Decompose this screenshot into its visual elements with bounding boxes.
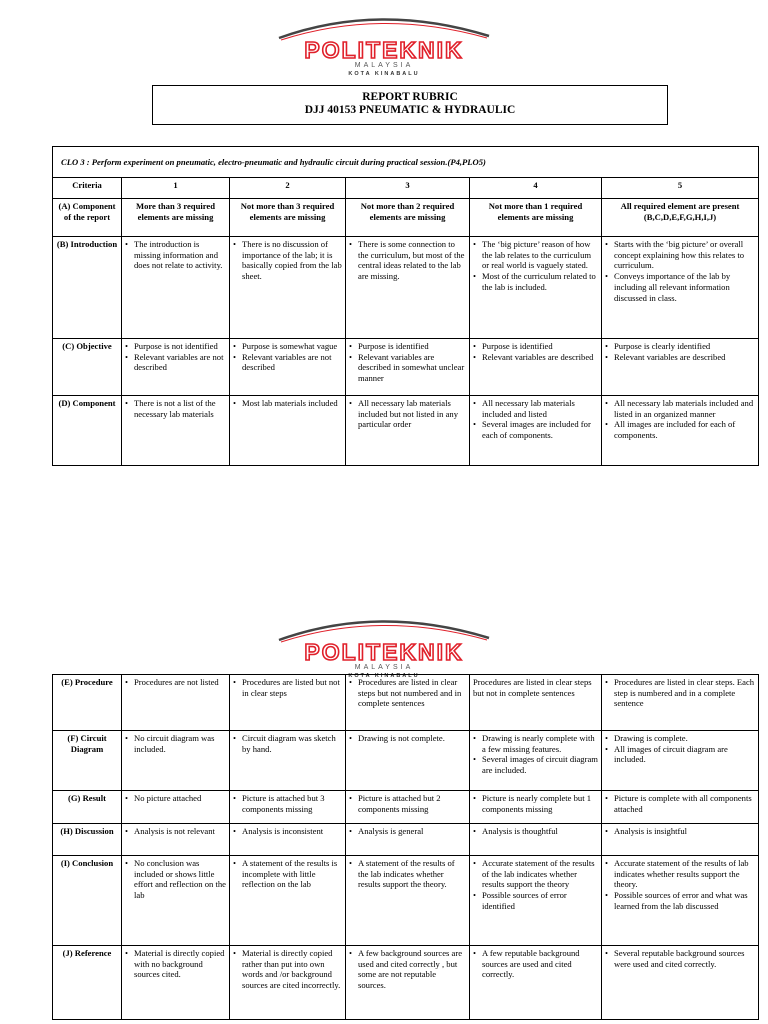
descriptor-list <box>233 858 342 890</box>
criteria-cell: (H) Discussion <box>53 824 122 856</box>
table-row <box>53 396 759 466</box>
descriptor-item: • No circuit diagram was included. <box>125 733 226 754</box>
descriptor-item: • Picture is complete with all components attached <box>605 793 755 814</box>
score-5-cell <box>602 791 759 824</box>
table-row <box>53 824 759 856</box>
descriptor-list <box>233 341 342 373</box>
report-title-box <box>152 85 668 125</box>
descriptor-item: • Accurate statement of the results of the lab indicates whether results support the theory <box>473 858 598 890</box>
descriptor-list <box>349 826 466 837</box>
descriptor-list <box>473 826 598 837</box>
logo-place: KOTA KINABALU <box>348 673 420 679</box>
descriptor-list <box>605 677 755 709</box>
descriptor-list <box>349 398 466 430</box>
score-2-cell <box>230 946 346 1020</box>
score-5-cell <box>602 856 759 946</box>
descriptor-item: • All necessary lab materials included but not listed in any particular order <box>349 398 466 430</box>
descriptor-item: • A statement of the results is incomplete with little reflection on the lab <box>233 858 342 890</box>
score-4-cell <box>470 856 602 946</box>
header-row <box>53 178 759 199</box>
descriptor-item: • All necessary lab materials included and listed <box>473 398 598 419</box>
score-2-cell <box>230 339 346 396</box>
descriptor-list <box>125 733 226 754</box>
col-header-4: 4 <box>470 178 602 199</box>
descriptor-item: • Circuit diagram was sketch by hand. <box>233 733 342 754</box>
descriptor-item: • Material is directly copied rather than put into own words and /or background sources are cited incorrectly. <box>233 948 342 991</box>
score-1-cell <box>122 339 230 396</box>
descriptor-list <box>233 239 342 282</box>
descriptor-list <box>605 398 755 441</box>
col-header-1: 1 <box>122 178 230 199</box>
descriptor-list <box>473 858 598 912</box>
descriptor-item: • Picture is nearly complete but 1 components missing <box>473 793 598 814</box>
descriptor-item: • Starts with the ‘big picture’ or overall concept explaining how this relates to curriculum. <box>605 239 755 271</box>
descriptor-list <box>233 398 342 409</box>
table-row <box>53 675 759 731</box>
score-1-cell <box>122 199 230 237</box>
descriptor-list <box>605 858 755 912</box>
descriptor-item: • A statement of the results of the lab indicates whether results support the theory. <box>349 858 466 890</box>
descriptor-item: • Purpose is identified <box>473 341 598 352</box>
descriptor-item: • There is no discussion of importance of the lab; it is basically copied from the lab sheet. <box>233 239 342 282</box>
score-4-cell <box>470 824 602 856</box>
descriptor-list <box>125 858 226 901</box>
score-5-cell <box>602 237 759 339</box>
descriptor-item: • Relevant variables are not described <box>233 352 342 373</box>
descriptor-list <box>605 948 755 969</box>
col-header-2: 2 <box>230 178 346 199</box>
descriptor-item: • A few reputable background sources are used and cited correctly. <box>473 948 598 980</box>
score-1-cell <box>122 396 230 466</box>
logo-subtext: MALAYSIA <box>354 664 414 671</box>
descriptor-list <box>473 948 598 980</box>
descriptor-item: • Picture is attached but 2 components missing <box>349 793 466 814</box>
score-4-cell <box>470 946 602 1020</box>
score-1-cell <box>122 675 230 731</box>
descriptor-item: • Procedures are listed but not in clear steps <box>233 677 342 698</box>
logo-place: KOTA KINABALU <box>348 71 420 77</box>
descriptor-list <box>233 733 342 754</box>
criteria-cell: (F) Circuit Diagram <box>53 731 122 791</box>
descriptor-list <box>349 677 466 709</box>
logo-text: POLITEKNIK <box>304 37 464 63</box>
descriptor-list <box>473 239 598 293</box>
descriptor-list <box>605 341 755 362</box>
score-5-cell <box>602 675 759 731</box>
descriptor-item: • Most of the curriculum related to the lab is included. <box>473 271 598 292</box>
logo-text: POLITEKNIK <box>304 639 464 665</box>
descriptor-list <box>233 677 342 698</box>
score-5-cell <box>602 396 759 466</box>
descriptor-item: • Several images are included for each of components. <box>473 419 598 440</box>
descriptor-list <box>473 341 598 362</box>
score-3-cell <box>346 396 470 466</box>
descriptor-item: • Analysis is inconsistent <box>233 826 342 837</box>
score-3-cell <box>346 731 470 791</box>
score-3-cell <box>346 237 470 339</box>
descriptor-item: • Conveys importance of the lab by including all relevant information discussed in class. <box>605 271 755 303</box>
rubric-table-page1 <box>52 146 759 466</box>
descriptor-item: • Analysis is insightful <box>605 826 755 837</box>
score-1-cell <box>122 731 230 791</box>
score-3-cell <box>346 946 470 1020</box>
descriptor-item: • All images are included for each of components. <box>605 419 755 440</box>
criteria-cell: (E) Procedure <box>53 675 122 731</box>
score-2-cell <box>230 791 346 824</box>
score-4-cell <box>470 199 602 237</box>
score-3-cell <box>346 199 470 237</box>
criteria-cell: (I) Conclusion <box>53 856 122 946</box>
descriptor-item: • Purpose is identified <box>349 341 466 352</box>
descriptor-item: • Drawing is not complete. <box>349 733 466 744</box>
logo-subtext: MALAYSIA <box>354 62 414 69</box>
descriptor-item: • Accurate statement of the results of lab indicates whether results support the theory. <box>605 858 755 890</box>
descriptor-list <box>125 341 226 373</box>
descriptor-list <box>125 826 226 837</box>
descriptor-list <box>349 239 466 282</box>
descriptor-item: • Analysis is thoughtful <box>473 826 598 837</box>
descriptor-item: • Relevant variables are not described <box>125 352 226 373</box>
descriptor-list <box>125 793 226 804</box>
score-3-cell <box>346 339 470 396</box>
score-4-cell <box>470 675 602 731</box>
politeknik-logo <box>0 10 768 80</box>
politeknik-logo-2 <box>0 612 768 682</box>
descriptor-item: • Procedures are not listed <box>125 677 226 688</box>
score-5-cell <box>602 199 759 237</box>
score-4-cell <box>470 339 602 396</box>
rubric-table-page2 <box>52 674 759 1020</box>
table-row <box>53 856 759 946</box>
score-3-cell <box>346 856 470 946</box>
descriptor-item: • Procedures are listed in clear steps but not numbered and in complete sentences <box>349 677 466 709</box>
descriptor-list <box>605 733 755 765</box>
descriptor-item: • Procedures are listed in clear steps. Each step is numbered and in a complete sentence <box>605 677 755 709</box>
descriptor-item: • Analysis is general <box>349 826 466 837</box>
descriptor-list <box>349 948 466 991</box>
col-header-3: 3 <box>346 178 470 199</box>
descriptor-item: • Possible sources of error and what was learned from the lab discussed <box>605 890 755 911</box>
descriptor-list <box>605 826 755 837</box>
score-4-cell <box>470 396 602 466</box>
descriptor-text: Not more than 2 required elements are missing <box>360 201 455 222</box>
score-1-cell <box>122 791 230 824</box>
descriptor-item: • Purpose is not identified <box>125 341 226 352</box>
criteria-cell: (J) Reference <box>53 946 122 1020</box>
criteria-cell: (G) Result <box>53 791 122 824</box>
descriptor-list <box>473 793 598 814</box>
table-row <box>53 791 759 824</box>
descriptor-item: • Most lab materials included <box>233 398 342 409</box>
score-2-cell <box>230 675 346 731</box>
descriptor-list <box>125 239 226 271</box>
descriptor-item: • Drawing is nearly complete with a few missing features. <box>473 733 598 754</box>
descriptor-list <box>349 341 466 384</box>
col-header-criteria: Criteria <box>53 178 122 199</box>
criteria-cell: (D) Component <box>53 396 122 466</box>
report-title: REPORT RUBRIC <box>362 91 458 103</box>
score-3-cell <box>346 791 470 824</box>
descriptor-item: • No picture attached <box>125 793 226 804</box>
descriptor-item: • All necessary lab materials included and listed in an organized manner <box>605 398 755 419</box>
descriptor-text: Not more than 3 required elements are missing <box>240 201 335 222</box>
descriptor-item: • Several images of circuit diagram are included. <box>473 754 598 775</box>
descriptor-list <box>349 858 466 890</box>
descriptor-item: • Relevant variables are described <box>473 352 598 363</box>
score-2-cell <box>230 199 346 237</box>
score-3-cell <box>346 824 470 856</box>
table-row <box>53 199 759 237</box>
score-3-cell <box>346 675 470 731</box>
score-4-cell <box>470 237 602 339</box>
descriptor-list <box>125 398 226 419</box>
score-2-cell <box>230 856 346 946</box>
descriptor-item: • A few background sources are used and cited correctly , but some are not reputable sources. <box>349 948 466 991</box>
score-4-cell <box>470 731 602 791</box>
table-row <box>53 237 759 339</box>
descriptor-list <box>605 793 755 814</box>
score-5-cell <box>602 946 759 1020</box>
criteria-cell: (B) Introduction <box>53 237 122 339</box>
descriptor-list <box>349 793 466 814</box>
descriptor-item: • Relevant variables are described in somewhat unclear manner <box>349 352 466 384</box>
score-2-cell <box>230 731 346 791</box>
col-header-5: 5 <box>602 178 759 199</box>
descriptor-item: • Analysis is not relevant <box>125 826 226 837</box>
descriptor-item: • The introduction is missing information and does not relate to activity. <box>125 239 226 271</box>
table-row <box>53 339 759 396</box>
descriptor-item: • Several reputable background sources were used and cited correctly. <box>605 948 755 969</box>
score-1-cell <box>122 856 230 946</box>
descriptor-list <box>233 793 342 814</box>
criteria-cell: (C) Objective <box>53 339 122 396</box>
descriptor-item: • All images of circuit diagram are included. <box>605 744 755 765</box>
score-4-cell <box>470 791 602 824</box>
descriptor-list <box>605 239 755 303</box>
score-1-cell <box>122 824 230 856</box>
descriptor-item: • Relevant variables are described <box>605 352 755 363</box>
score-2-cell <box>230 237 346 339</box>
descriptor-text: Procedures are listed in clear steps but not in complete sentences <box>473 677 592 698</box>
descriptor-text: More than 3 required elements are missing <box>135 201 215 222</box>
descriptor-item: • Picture is attached but 3 components missing <box>233 793 342 814</box>
score-5-cell <box>602 731 759 791</box>
descriptor-list <box>125 677 226 688</box>
descriptor-list <box>233 826 342 837</box>
descriptor-item: • Purpose is clearly identified <box>605 341 755 352</box>
descriptor-list <box>473 733 598 776</box>
score-5-cell <box>602 824 759 856</box>
descriptor-text: Not more than 1 required elements are missing <box>488 201 583 222</box>
criteria-cell: (A) Component of the report <box>53 199 122 237</box>
descriptor-item: • Material is directly copied with no background sources cited. <box>125 948 226 980</box>
descriptor-text: All required element are present (B,C,D,E,F,G,H,I,J) <box>620 201 740 222</box>
score-2-cell <box>230 396 346 466</box>
descriptor-list <box>473 398 598 441</box>
descriptor-item: • Drawing is complete. <box>605 733 755 744</box>
score-1-cell <box>122 946 230 1020</box>
score-2-cell <box>230 824 346 856</box>
course-title: DJJ 40153 PNEUMATIC & HYDRAULIC <box>304 104 516 116</box>
table-row <box>53 731 759 791</box>
descriptor-item: • Possible sources of error identified <box>473 890 598 911</box>
clo-statement: CLO 3 : Perform experiment on pneumatic, electro-pneumatic and hydraulic circuit during practical session.(P4,PLO5) <box>53 147 759 178</box>
score-5-cell <box>602 339 759 396</box>
descriptor-list <box>349 733 466 744</box>
descriptor-item: • The ‘big picture’ reason of how the lab relates to the curriculum or real world is vaguely stated. <box>473 239 598 271</box>
table-row <box>53 946 759 1020</box>
descriptor-item: • There is some connection to the curriculum, but most of the central ideas related to the lab are missing. <box>349 239 466 282</box>
score-1-cell <box>122 237 230 339</box>
descriptor-item: • Purpose is somewhat vague <box>233 341 342 352</box>
descriptor-item: • No conclusion was included or shows little effort and reflection on the lab <box>125 858 226 901</box>
descriptor-item: • There is not a list of the necessary lab materials <box>125 398 226 419</box>
descriptor-list <box>233 948 342 991</box>
descriptor-list <box>125 948 226 980</box>
